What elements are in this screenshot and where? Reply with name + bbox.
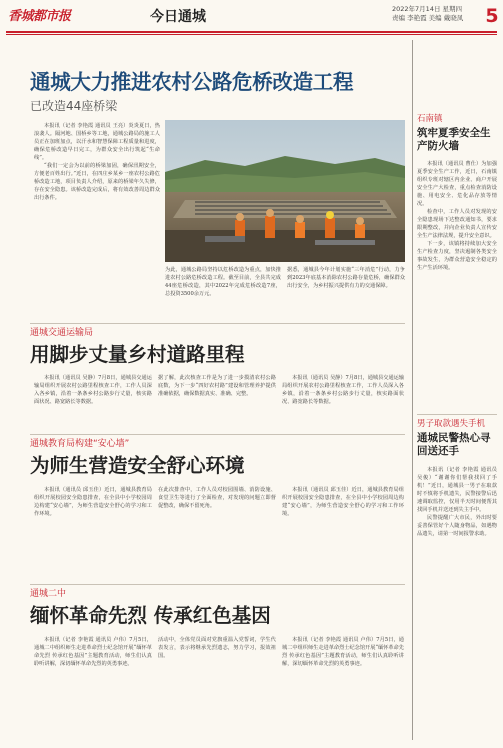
lead-body-col1 [34,122,160,274]
article-kicker: 通城二中 [30,589,67,599]
article-body-col1 [34,374,152,430]
construction-site-illustration [165,120,405,262]
sidebar-kicker: 男子取款遇失手机 [417,419,486,429]
header-info [392,5,488,23]
article-paragraph: 本报讯（通讯员 邱玉佳）近日，通城县教育局组织开展校园安全隐患排查，在全县中小学校园周边构建“安心墙”，为师生营造安全舒心的学习和工作环境。 [282,487,404,517]
lead-body-col3 [287,266,405,320]
section-divider [30,584,405,585]
lead-headline: 通城大力推进农村公路危桥改造工程 [30,70,354,94]
sidebar-paragraph: 民警提醒广大市民，外出时要妥善保管好个人随身物品，如遇物品遗失，请第一时间报警求助。 [417,515,497,537]
section-divider [30,323,405,324]
page-section-title: 今日通城 [150,9,206,25]
article-paragraph: 本报讯（通讯员 吴静）7月8日，通城县交通运输局组织开展农村公路里程核查工作，工作人员深入各乡镇，沿着一条条乡村公路步行丈量，核实路面状况、路宽路长等数据。 [34,375,152,405]
sidebar-headline: 通城民警热心寻回送还手 [417,432,491,457]
page-number: 5 [485,5,499,27]
article-paragraph: 活动中，全体党员面对党旗重温入党誓词，学生代表发言，表示将继承先烈遗志，努力学习，报效祖国。 [158,637,276,659]
masthead-logo: 香城都市报 [8,9,71,24]
article-kicker: 通城教育局构建“安心墙” [30,439,130,449]
sidebar-kicker: 石南镇 [417,114,443,124]
lead-paragraph: 本报讯（记者 李艳霞 通讯员 王亮）炎炎夏日，热浪袭人。隔河地、国桥乡等工地，通城公路局的施工人员正在加班加点，以汗水和智慧保障工程质量和进度，确保危桥改造早日完工，为群众安全出行筑起“生命线”。 [34,123,160,161]
article-paragraph: 本报讯（通讯员 吴静）7月8日，通城县交通运输局组织开展农村公路里程核查工作，工作人员深入各乡镇，沿着一条条乡村公路步行丈量，核实路面状况、路宽路长等数据。 [282,375,404,405]
article-headline: 为师生营造安全舒心环境 [30,454,245,477]
article-body-col3 [282,486,404,578]
lead-body-col2 [165,266,281,320]
article-body-col3 [282,636,404,740]
sidebar-headline: 筑牢夏季安全生产防火墙 [417,127,491,152]
article-headline: 缅怀革命先烈 传承红色基因 [30,604,271,627]
lead-paragraph: 为此，通城公路局坚持以危桥改造为重点，加快推进农村公路危桥改造工程。截至目前，全县共完成44座危桥改造，其中2022年完成危桥改造7座，总投资3500余万元。 [165,267,281,297]
article-body-col2 [158,486,276,578]
article-body-col1 [34,486,152,578]
sidebar-body [417,466,497,740]
section-divider [30,434,405,435]
article-paragraph: 在此次排查中，工作人员对校园围墙、消防设施、食堂卫生等进行了全面检查，对发现的问题立即督促整改，确保不留死角。 [158,487,276,509]
article-paragraph: 本报讯（记者 李艳霞 通讯员 卢伟）7月5日，通城二中组织师生走进革命烈士纪念馆开展“缅怀革命先烈 传承红色基因”主题教育活动，师生们认真聆听讲解，深切缅怀革命先烈的英勇事迹。 [282,637,404,667]
header-rule [6,31,497,33]
sidebar-paragraph: 本报讯（记者 李艳霞 通讯员 吴俊）“谢谢你们帮我找回了手机！”近日，通城县一男子在取款时不慎将手机遗失，民警接警后迅速调取监控，仅用半天时间便帮其找回手机并送还到失主手中。 [417,467,497,513]
article-body-col3 [282,374,404,430]
column-divider [412,40,413,740]
issue-date: 2022年7月14日 星期四 [392,5,463,13]
article-paragraph: 据了解，此次核查工作是为了进一步摸清农村公路底数，为下一步“四好农村路”建设和管理养护提供准确依据，确保数据真实、准确、完整。 [158,375,276,397]
sidebar-paragraph: 检查中，工作人员对发现的安全隐患现场下达整改通知书，要求限期整改，并向企业负责人宣传安全生产法律法规，提升安全意识。 [417,209,497,239]
article-kicker: 通城交通运输局 [30,328,94,338]
article-body-col1 [34,636,152,740]
article-headline: 用脚步丈量乡村道路里程 [30,343,245,366]
article-paragraph: 本报讯（记者 李艳霞 通讯员 卢伟）7月5日，通城二中组织师生走进革命烈士纪念馆开展“缅怀革命先烈 传承红色基因”主题教育活动，师生们认真聆听讲解，深切缅怀革命先烈的英勇事迹。 [34,637,152,667]
header-rule-thin [6,34,497,35]
lead-subheadline: 已改造44座桥梁 [30,99,118,113]
construction-photo [165,120,405,262]
lead-paragraph: “我们一定会为以前的桥梁加固，确保汛期安全，方便老百姓出行。”近日，在四庄乡某乡一座农村公路危桥改造工地，项目负责人介绍，原来的桥梁年久失修，存在安全隐患。该桥改造完成后，将有效改善周边群众出行条件。 [34,163,160,201]
sidebar-paragraph: 本报讯（通讯员 曹仕）为加强夏季安全生产工作，近日，石南镇组织专班对辖区内企业、商户开展安全生产大检查，重点检查消防设施、用电安全、危化品存放等情况。 [417,161,497,207]
article-body-col2 [158,374,276,430]
article-paragraph: 本报讯（通讯员 邱玉佳）近日，通城县教育局组织开展校园安全隐患排查，在全县中小学校园周边构建“安心墙”，为师生营造安全舒心的学习和工作环境。 [34,487,152,517]
sidebar-body [417,160,497,410]
section-divider [417,414,497,415]
lead-paragraph: 据悉，通城县今年计划实施“三年消危”行动，力争到2023年底基本消除农村公路存量危桥，确保群众出行安全，为乡村振兴提供有力的交通保障。 [287,267,405,289]
sidebar-paragraph: 下一步，该镇将持续加大安全生产检查力度，坚决遏制各类安全事故发生，为群众营造安全稳定的生产生活环境。 [417,241,497,271]
editor-credits: 责编 李艳霞 美编 戴晓凤 [392,14,464,22]
article-body-col2 [158,636,276,740]
